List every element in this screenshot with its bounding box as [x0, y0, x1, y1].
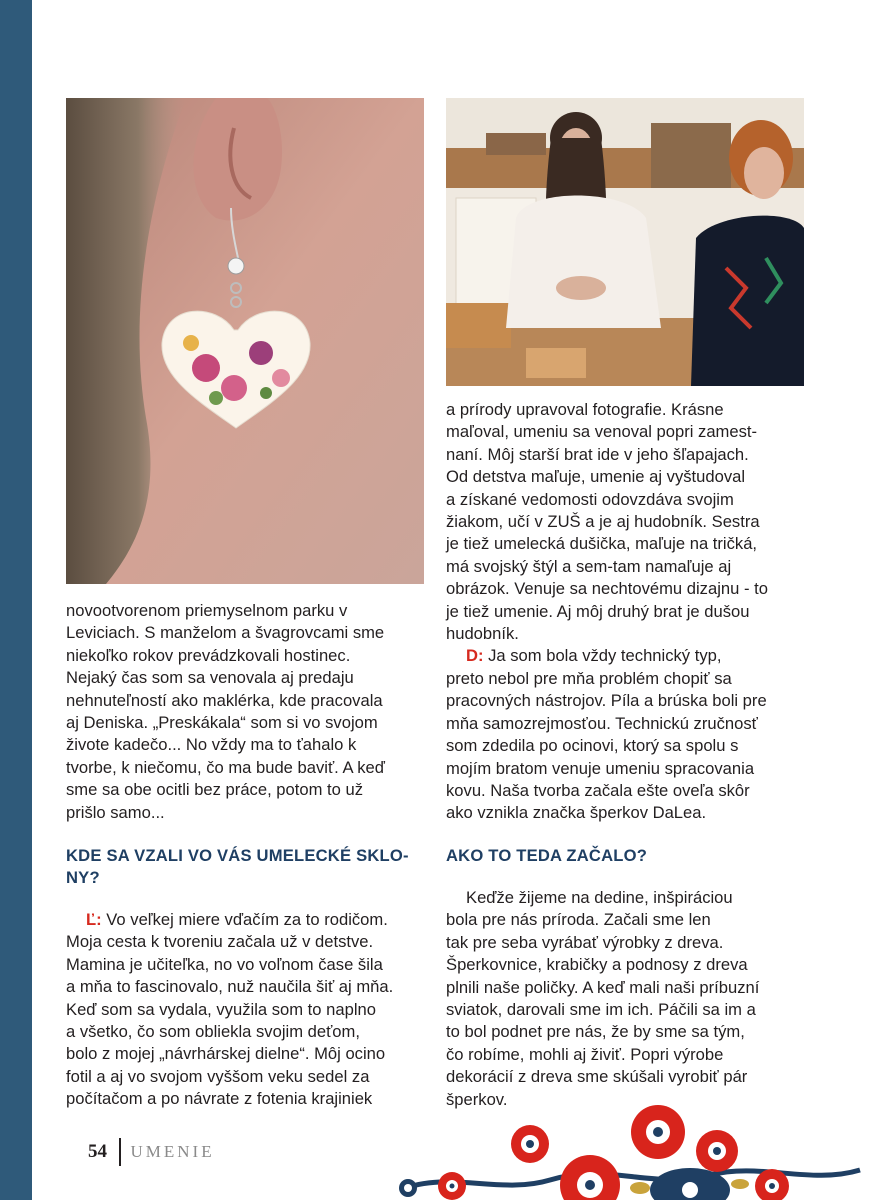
text-line: bolo z mojej „návrhárskej dielne“. Môj ocino [66, 1044, 386, 1064]
text-line: Mamina je učiteľka, no vo voľnom čase šila [66, 954, 383, 974]
speaker-label-d: D: [466, 646, 484, 666]
text-line: čo robíme, mohli aj živiť. Popri výrobe [446, 1044, 724, 1064]
text-line: Nejaký čas som sa venovala aj predaju [66, 668, 354, 688]
text-line: novootvorenom priemyselnom parku v [66, 601, 348, 620]
text-line: fotil a aj vo svojom vyššom veku sedel za [66, 1066, 370, 1086]
text-line: tvorbe, k niečomu, čo ma bude baviť. A keď [66, 757, 385, 777]
text-line [66, 909, 428, 931]
speaker-label-l: Ľ: [86, 910, 102, 929]
text-line: maľoval, umeniu sa venoval popri zamest- [446, 422, 758, 442]
text-line [446, 645, 808, 667]
right-column-top-paragraphs [446, 399, 808, 825]
two-women-workshop-photo-icon [446, 98, 804, 386]
text-line: preto nebol pre mňa problém chopiť sa [446, 668, 732, 688]
text-line: Leviciach. S manželom a švagrovcami sme [66, 623, 385, 643]
text-line: počítačom a po návrate z fotenia krajiniek [66, 1089, 373, 1109]
text-line: pracovných nástrojov. Píla a brúska boli pre [446, 691, 767, 711]
text-line: Keď som sa vydala, využila som to naplno [66, 999, 376, 1019]
text-line: a prírody upravoval fotografie. Krásne [446, 400, 724, 419]
text-line: sviatok, darovali sme im ich. Páčili sa im a [446, 1000, 756, 1020]
text-line: sme sa obe ocitli bez práce, potom to už [66, 780, 363, 800]
text-line: Šperkovnice, krabičky a podnosy z dreva [446, 955, 748, 975]
section-name: UMENIE [130, 1142, 215, 1161]
text-line: hudobník. [446, 624, 519, 644]
text-fragment: Ja som bola vždy technický typ, [483, 646, 722, 666]
text-line: je tiež umelecká dušička, maľuje na tričká, [446, 534, 758, 554]
text-line: žiakom, učí v ZUŠ a je aj hudobník. Sestra [446, 512, 760, 532]
question-heading-left [66, 845, 416, 890]
text-line: aj Deniska. „Preskákala“ som si vo svojom [66, 713, 378, 733]
text-line: Od detstva maľuje, umenie aj vyštudoval [446, 467, 746, 487]
earring-photo [66, 98, 424, 584]
left-column-top-paragraph [66, 600, 428, 824]
text-line: mňa samozrejmosťou. Technickú zručnosť [446, 713, 758, 733]
earring-photo-icon [66, 98, 424, 584]
workshop-photo [446, 98, 804, 386]
text-line: obrázok. Venuje sa nechtovému dizajnu - to [446, 579, 768, 599]
text-line: nehnuteľností ako maklérka, kde pracovala [66, 690, 383, 710]
text-line: som zdedila po ocinovi, ktorý sa spolu s [446, 736, 739, 756]
folk-flowers-ornament-icon [390, 1100, 871, 1200]
section-heading-right: AKO TO TEDA ZAČALO? [446, 846, 648, 865]
text-line: má svojský štýl a sem-tam namaľuje aj [446, 556, 732, 576]
text-line: dekorácií z dreva sme skúšali vyrobiť pár [446, 1067, 748, 1087]
text-line: je tiež umenie. Aj môj druhý brat je dušou [446, 601, 750, 621]
footer-divider [119, 1138, 121, 1166]
text-fragment: Keďže žijeme na dedine, inšpiráciou [466, 888, 733, 907]
text-line: tak pre seba vyrábať výrobky z dreva. [446, 932, 724, 952]
heading-line: NY? [66, 868, 100, 888]
text-line: mojím bratom venuje umeniu spracovania [446, 758, 755, 778]
text-line: naní. Môj starší brat ide v jeho šľapajach. [446, 444, 749, 464]
page-number: 54 [88, 1141, 107, 1162]
page-footer [88, 1136, 215, 1168]
text-fragment: Vo veľkej miere vďačím za to rodičom. [101, 910, 388, 929]
text-line: Moja cesta k tvoreniu začala už v detstve. [66, 932, 374, 952]
text-line: plnili naše poličky. A keď mali naši príbuzní [446, 977, 760, 997]
right-column-closing-paragraph [446, 887, 808, 1111]
text-line: niekoľko rokov prevádzkovali hostinec. [66, 645, 351, 665]
text-line: živote kadečo... No vždy ma to ťahalo k [66, 735, 357, 755]
text-line: kovu. Naša tvorba začala ešte oveľa skôr [446, 780, 750, 800]
text-line: a mňa to fascinovalo, nuž naučila šiť aj mňa. [66, 977, 394, 997]
text-line: prišlo samo... [66, 802, 165, 822]
left-column-answer [66, 909, 428, 1111]
text-line: to bol podnet pre nás, že by sme sa tým, [446, 1022, 745, 1042]
text-line: ako vznikla značka šperkov DaLea. [446, 803, 707, 823]
text-line: a všetko, čo som obliekla svojim deťom, [66, 1022, 360, 1042]
text-line: bola pre nás príroda. Začali sme len [446, 910, 711, 930]
text-line [446, 887, 808, 909]
heading-line: KDE SA VZALI VO VÁS UMELECKÉ SKLO- [66, 846, 409, 865]
text-line: a získané vedomosti odovzdáva svojim [446, 489, 734, 509]
side-band [0, 0, 32, 1200]
text-line: šperkov. [446, 1089, 508, 1109]
